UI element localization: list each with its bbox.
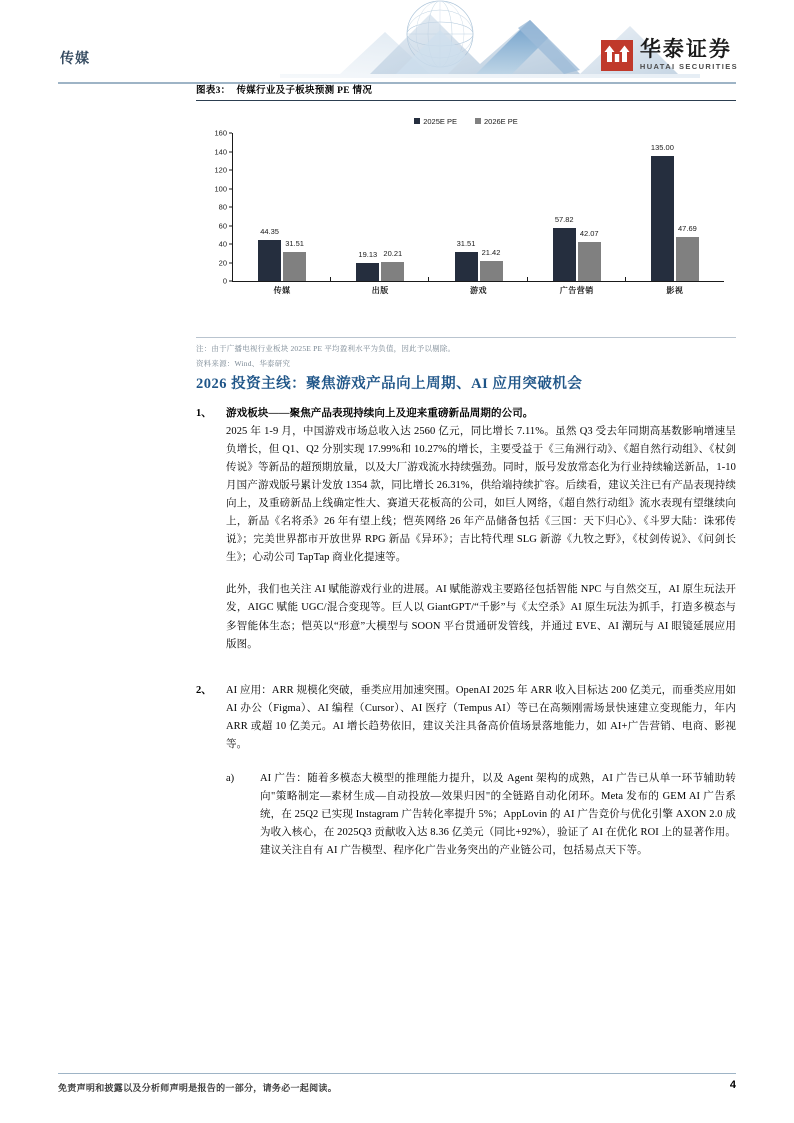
bar-value-label: 47.69 [678, 223, 697, 233]
bar-value-label: 135.00 [650, 143, 674, 153]
footer-disclaimer: 免责声明和披露以及分析师声明是报告的一部分，请务必一起阅读。 [58, 1083, 338, 1093]
y-tick-label: 60 [218, 221, 227, 230]
bar-2026 [676, 223, 699, 281]
exhibit-title-text: 传媒行业及子板块预测 PE 情况 [236, 86, 373, 96]
bar-2025 [258, 227, 281, 281]
bar-group [626, 133, 724, 281]
page-number: 4 [729, 1079, 736, 1091]
x-axis-line [232, 281, 724, 282]
y-axis [196, 128, 232, 286]
y-tick-label: 80 [218, 202, 227, 212]
exhibit-bottom-divider [196, 337, 736, 338]
bar-value-label: 31.51 [456, 238, 476, 248]
y-tick-label: 40 [218, 239, 227, 249]
bar-2026 [578, 229, 601, 281]
brand-name-en: HUATAI SECURITIES [639, 62, 738, 72]
y-tick-label: 160 [214, 128, 227, 138]
paragraph: 2025 年 1-9 月，中国游戏市场总收入达 2560 亿元，同比增长 7.11%。虽然 Q3 受去年同期高基数影响增速呈负增长，但 Q1、Q2 分别实现 17.99%和 10.27%的增长，主要受益于《三角洲行动》、《超自然行动组》、《杖剑传说》等新品的超预期放量，以及大厂游戏流水持续强劲。同时，版号发放常态化为行业持续输送新品，1-10 月国产游戏版号累计发放 1354 款，同比增长 26.31%，供给端持续扩容。后续看，建议关注已有产品表现持续向上，及重磅新品上线确定性大、赛道天花板高的公司，如巨人网络，《超自然行动组》流水表现有望继续向上，新品《名将杀》26 年有望上线；恺英网络 26 年产品储备包括《三国：天下归心》、《斗罗大陆：诛邪传说》；完美世界都市开放世界 RPG 新品《异环》；吉比特代理 SLG 新游《九牧之野》，《杖剑传说》、《问剑长生》；心动公司 TapTap 商业化提速等。 [226, 426, 736, 564]
bar-group [528, 133, 626, 281]
legend-label-2026: 2026E PE [484, 116, 518, 126]
paragraph: AI 应用：ARR 规模化突破，垂类应用加速突围。OpenAI 2025 年 ARR 收入目标达 200 亿美元，而垂类应用如 AI 办公（Figma）、AI 编程（Cursor）、AI 医疗（Tempus AI）等已在高频刚需场景快速建立变现能力，年内 ARR 或超 10 亿美元。AI 增长趋势依旧，建议关注具备高价值场景落地能力，如 AI+广告营销、电商、影视等。 [226, 684, 736, 750]
header-section-label: 传媒 [60, 52, 90, 67]
x-label-chuban: 出版 [371, 286, 389, 295]
bar-value-label: 31.51 [285, 238, 304, 248]
pe-bar-chart [196, 107, 736, 335]
bar-2025 [553, 214, 576, 282]
legend-swatch-2026 [475, 118, 481, 124]
exhibit-number: 图表3： [196, 86, 231, 96]
page-header [0, 0, 794, 90]
legend-swatch-2025 [414, 118, 420, 124]
list-item-lead: 游戏板块——聚焦产品表现持续向上及迎来重磅新品周期的公司。 [226, 408, 534, 419]
page-footer [0, 1063, 794, 1123]
bar-value-label: 57.82 [554, 214, 574, 224]
bar-group [429, 133, 527, 281]
chart-plot-area [196, 128, 736, 315]
list-body [226, 405, 736, 654]
y-tick-label: 120 [214, 165, 227, 175]
brand-name-cn: 华泰证券 [639, 37, 732, 61]
footer-divider [58, 1073, 736, 1074]
bar-2025 [650, 143, 674, 281]
sub-list-body [260, 770, 736, 860]
bar-value-label: 20.21 [383, 249, 403, 259]
exhibit-source: 资料来源：Wind、华泰研究 [196, 359, 291, 368]
huatai-logo-icon [601, 40, 633, 71]
bar-2026 [381, 249, 404, 281]
sub-list-marker: a) [226, 772, 235, 784]
y-tick-label: 100 [214, 184, 227, 193]
y-tick-label: 20 [218, 258, 227, 267]
bar-value-label: 44.35 [260, 227, 279, 236]
list-body [226, 682, 736, 860]
sub-list-item [226, 770, 736, 860]
list-item [196, 405, 736, 654]
bar-2026 [283, 238, 306, 281]
bar-2025 [455, 238, 478, 281]
bar-value-label: 19.13 [358, 250, 378, 260]
bar-2026 [480, 248, 503, 281]
bar-group [233, 133, 331, 281]
legend-item-2026 [475, 117, 518, 126]
chart-legend [196, 107, 736, 131]
y-tick-label: 0 [222, 276, 227, 286]
exhibit-title [196, 82, 736, 100]
bar-2025 [356, 250, 379, 281]
bar-value-label: 21.42 [481, 248, 501, 258]
paragraph: AI 广告：随着多模态大模型的推理能力提升，以及 Agent 架构的成熟，AI 广告已从单一环节辅助转向"策略制定—素材生成—自动投放—效果归因"的全链路自动化闭环。Meta 发布的 GEM AI 广告系统，在 25Q2 已实现 Instagram 广告转化率提升 5%；AppLovin 的 AI 广告竞价与优化引擎 AXON 2.0 成为收入核心，在 2025Q3 贡献收入达 8.36 亿美元（同比+92%），验证了 AI 在优化 ROI 上的显著作用。建议关注自有 AI 广告模型、程序化广告业务突出的产业链公司，包括易点天下等。 [260, 772, 736, 856]
main-content [196, 372, 736, 860]
x-label-youxi: 游戏 [470, 286, 487, 295]
list-item [196, 682, 736, 860]
section-heading: 2026 投资主线：聚焦游戏产品向上周期、AI 应用突破机会 [196, 376, 583, 392]
spacer [196, 654, 736, 678]
exhibit-block [196, 82, 736, 369]
list-marker: 2、 [196, 684, 212, 696]
x-label-guanggaoyingxiao: 广告营销 [559, 286, 594, 295]
list-marker: 1、 [196, 408, 212, 419]
bar-groups [233, 133, 724, 281]
exhibit-note: 注：由于广播电视行业板块 2025E PE 平均盈利水平为负值，因此予以剔除。 [196, 344, 456, 353]
x-axis-labels [233, 285, 724, 296]
x-label-yingshi: 影视 [666, 286, 684, 295]
x-label-chuanmei: 传媒 [273, 286, 291, 295]
brand-logo [601, 38, 738, 71]
bar-group [331, 133, 429, 281]
y-tick-label: 140 [214, 147, 227, 156]
bar-value-label: 42.07 [579, 229, 599, 239]
legend-label-2025: 2025E PE [423, 116, 457, 126]
legend-item-2025 [414, 117, 457, 126]
exhibit-title-divider [196, 100, 736, 101]
paragraph: 此外，我们也关注 AI 赋能游戏行业的进展。AI 赋能游戏主要路径包括智能 NPC 与自然交互，AI 原生玩法开发，AIGC 赋能 UGC/混合变现等。巨人以 GiantGPT/“千影”与《太空杀》AI 原生玩法为抓手，打造多模态与多智能体生态；恺英以“形意”大模型与 SOON 平台贯通研发管线，并通过 EVE、AI 潮玩与 AI 眼镜延展应用版图。 [226, 584, 736, 650]
